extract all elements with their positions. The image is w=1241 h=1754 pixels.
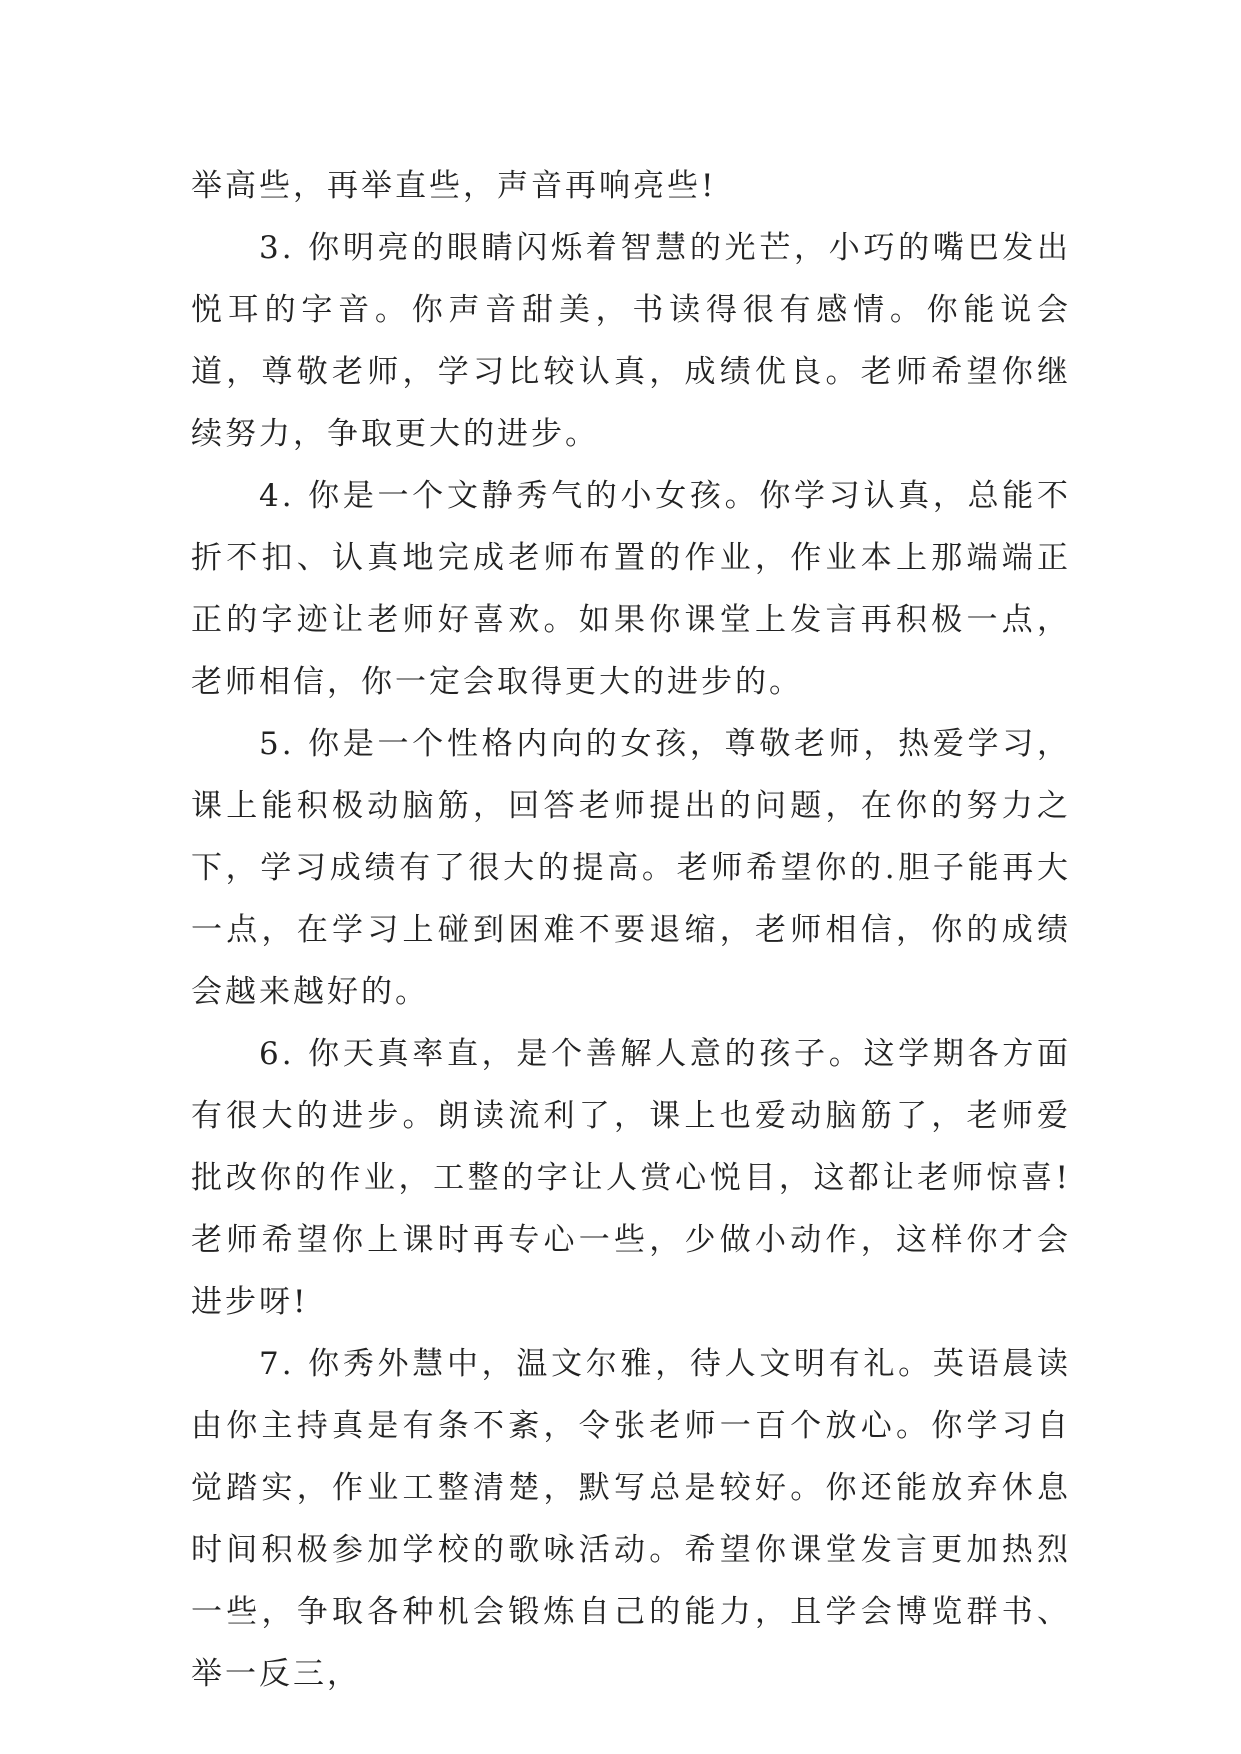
paragraph-comment-4: 4. 你是一个文静秀气的小女孩。你学习认真，总能不折不扣、认真地完成老师布置的作业，作业本上那端端正正的字迹让老师好喜欢。如果你课堂上发言再积极一点，老师相信，你一定会取得更大的进步的。 (191, 478, 1071, 700)
paragraph-comment-6: 6. 你天真率直，是个善解人意的孩子。这学期各方面有很大的进步。朗读流利了，课上也爱动脑筋了，老师爱批改你的作业，工整的字让人赏心悦目，这都让老师惊喜!老师希望你上课时再专心一些，少做小动作，这样你才会进步呀! (191, 1036, 1071, 1320)
paragraph-comment-3: 3. 你明亮的眼睛闪烁着智慧的光芒，小巧的嘴巴发出悦耳的字音。你声音甜美，书读得很有感情。你能说会道，尊敬老师，学习比较认真，成绩优良。老师希望你继续努力，争取更大的进步。 (191, 230, 1071, 452)
document-body (191, 155, 1071, 1705)
paragraph-continuation: 举高些，再举直些，声音再响亮些! (191, 168, 717, 204)
paragraph-comment-7: 7. 你秀外慧中，温文尔雅，待人文明有礼。英语晨读由你主持真是有条不紊，令张老师一百个放心。你学习自觉踏实，作业工整清楚，默写总是较好。你还能放弃休息时间积极参加学校的歌咏活动。希望你课堂发言更加热烈一些，争取各种机会锻炼自己的能力，且学会博览群书、举一反三， (191, 1346, 1071, 1692)
paragraph-comment-5: 5. 你是一个性格内向的女孩，尊敬老师，热爱学习，课上能积极动脑筋，回答老师提出的问题，在你的努力之下，学习成绩有了很大的提高。老师希望你的.胆子能再大一点，在学习上碰到困难不要退缩，老师相信，你的成绩会越来越好的。 (191, 726, 1071, 1010)
